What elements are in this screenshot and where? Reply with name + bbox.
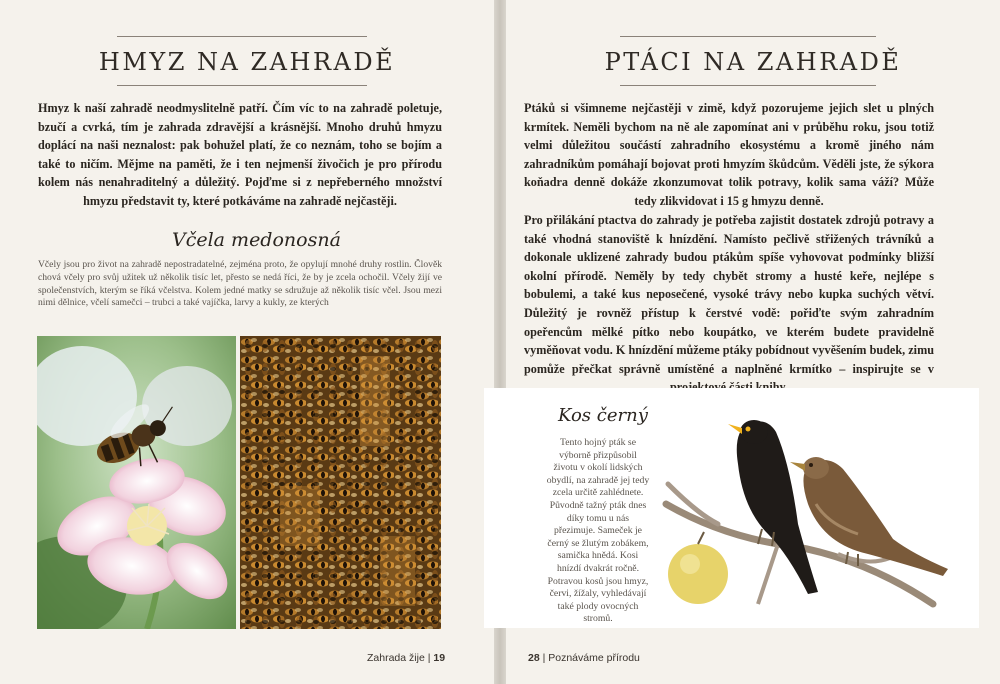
title-rule-bottom [620, 85, 876, 86]
left-folio [367, 652, 445, 664]
intro-text-2: Pro přilákání ptactva do zahrady je potřeba zajistit dostatek zdrojů potravy a také vhodná stanoviště k hnízdění. Namísto pečlivě střižených trávníků a dokonale uklizené zahrady budou ptákům spíše vyhovovat podmínky bližší okolní přírodě. Neměly by tedy chybět stromy a husté keře, nejlépe s bobulemi, a také kus neposečené, vysoké trávy nebo kupka suchých větví. Důležitý je rovněž přístup k čerstvé vodě: pořiďte svým zahradním opeřencům mělké pítko nebo koupátko, ve kterém budete pravidelně vyměňovat vodu. K hnízdění můžeme ptáky pobídnout vyvěšením budek, zimu pomůže přečkat správně umístěné a naplněné krmítko – inspirujte se v [524, 213, 934, 376]
title-rule-bottom [117, 85, 367, 86]
right-page-number: 28 [528, 652, 540, 664]
honeycomb-bees-photo [240, 336, 441, 629]
intro-paragraph-2 [524, 211, 934, 397]
bee-on-flower-photo [37, 336, 236, 629]
page-title: HMYZ NA ZAHRADĚ [98, 48, 396, 76]
honeycomb-image [240, 336, 441, 629]
box-text: Tento hojný pták se výborně přizpůsobil životu v okolí lidských obydlí, na zahradě jej tedy zcela určitě zahlédnete. Původně tažný pták dnes díky tomu u nás přezimuje. Sameček je černý se žlutým zobákem, samička hnědá. Kosi hnízdí dvakrát ročně. Potravou kosů jsou hmyz, červi, žížaly, vyhledávají také plody ovocných stromů. [546, 437, 650, 625]
intro-paragraph [38, 99, 442, 211]
page-title: PTÁCI NA ZAHRADĚ [604, 48, 902, 76]
blackbird-info-box [484, 388, 979, 628]
left-page [0, 0, 494, 684]
section-body-text: Včely jsou pro život na zahradě nepostradatelné, zejména proto, že opylují mnohé druhy rostlin. Člověk chová včely pro svůj užitek už několik tisíc let, přesto se nedá říci, že by je zcela ochočil. Včely žijí ve společenstvích, kterým se říká včelstva. Kolem jedné matky se sdružuje až několik tisíc včel. Jsou mezi nimi dělnice, včelí samečci – trubci a také vajíčka, larvy a kukly, ze kterých [38, 259, 442, 309]
intro-paragraph-1 [524, 99, 934, 211]
section-heading: Včela medonosná [172, 229, 341, 251]
left-page-number: 19 [433, 652, 446, 664]
title-rule-top [117, 36, 367, 37]
intro-text: Hmyz k naší zahradě neodmyslitelně patří. Čím víc to na zahradě poletuje, bzučí a cvrká, tím je zahrada zdravější a krásnější. Mnoho druhů hmyzu doplácí na naši neznalost: pak bohužel platí, že co neznám, toho se bojím a také to ničím. Mějme na paměti, že i ten nejmenší živočich je pro přírodu kolem nás nenahraditelný a důležitý. Pojďme si z nepřeberného množství hmyzu představit ty, které potkáváme na zahradě nejčastěji. [38, 101, 442, 208]
box-heading: Kos černý [558, 405, 648, 426]
title-rule-top [620, 36, 876, 37]
bee-flower-image [37, 336, 236, 629]
right-folio [528, 652, 640, 664]
intro-text-1: Ptáků si všimneme nejčastěji v zimě, když pozorujeme jejich slet u plných krmítek. Neměli bychom na ně ale zapomínat ani v průběhu roku, jsou totiž velmi důležitou součástí zahradního ekosystému a kromě jiného nám zahradníkům pomáhají bojovat proti hmyzím škůdcům. Věděli jste, že sýkora koňadra denně dokáže zkonzumovat tolik potravy, kolik sama váží? Může tedy zlikvidovat i 15 g hmyzu denně. [524, 101, 934, 208]
right-page [506, 0, 1000, 684]
right-folio-label: | Poznáváme přírodu [542, 652, 640, 664]
left-folio-label: Zahrada žije | [367, 652, 431, 664]
blackbird-illustration [658, 404, 968, 619]
